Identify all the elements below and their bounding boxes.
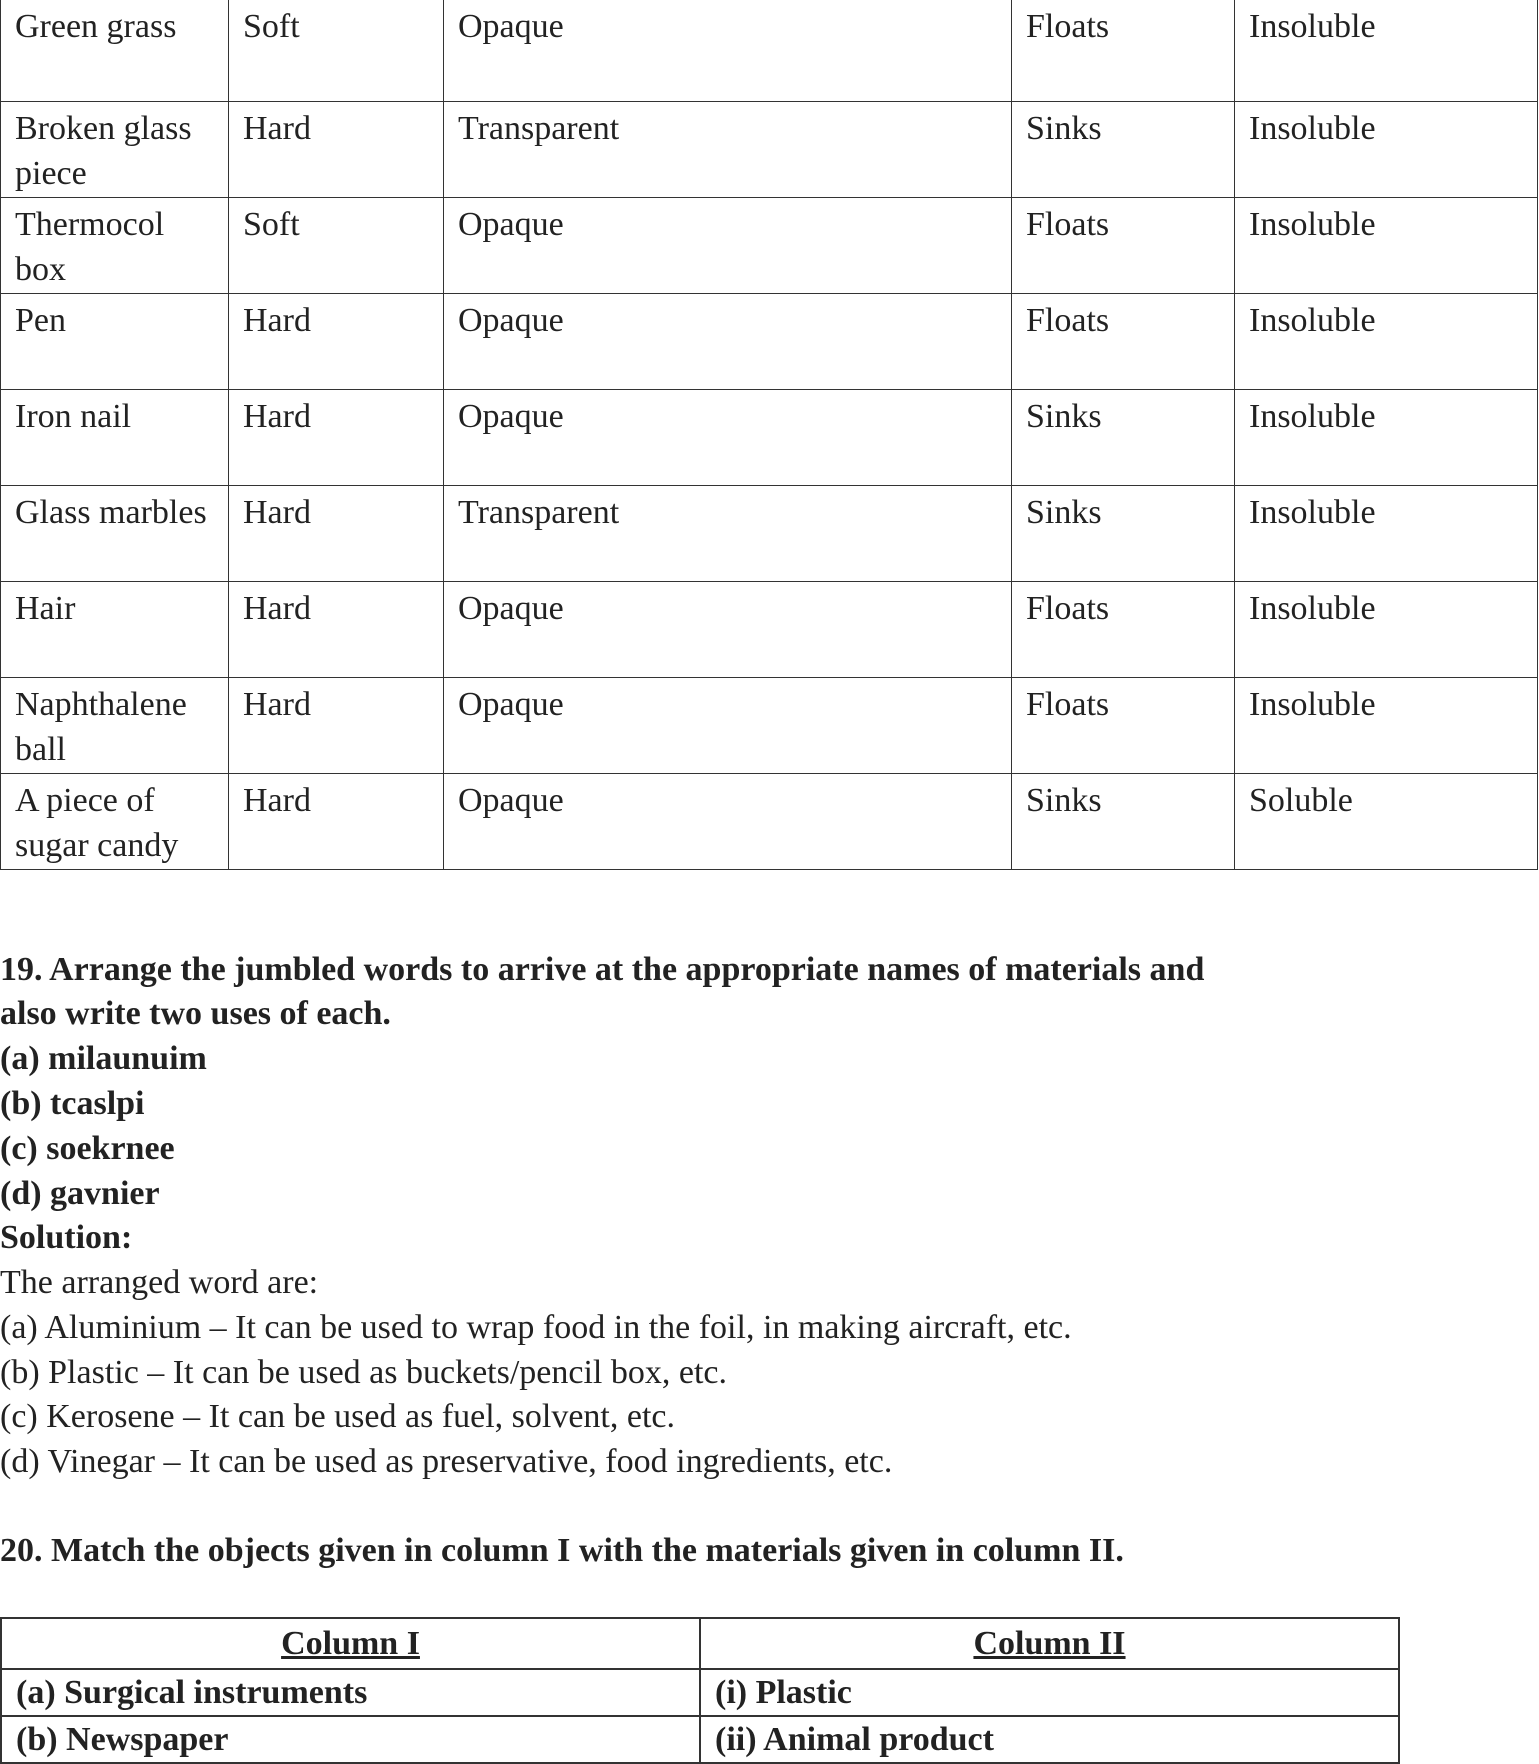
table-cell: Sinks (1012, 101, 1235, 197)
table-cell: Floats (1012, 677, 1235, 773)
table-cell: (a) Surgical instruments (1, 1669, 700, 1716)
table-cell: Soft (229, 197, 444, 293)
table-cell: A piece of sugar candy (1, 773, 229, 869)
answer-d: (d) Vinegar – It can be used as preservative, food ingredients, etc. (0, 1443, 893, 1480)
table-cell: Insoluble (1235, 581, 1538, 677)
table-row (1, 1669, 1399, 1716)
table-cell: Naphthalene ball (1, 677, 229, 773)
table-row (1, 197, 1538, 293)
table-cell: Floats (1012, 0, 1235, 101)
table-cell: Transparent (444, 101, 1012, 197)
table-cell: Hard (229, 485, 444, 581)
table-cell: Opaque (444, 0, 1012, 101)
properties-table (0, 0, 1538, 870)
table-cell: Sinks (1012, 773, 1235, 869)
q19-option-c: (c) soekrnee (0, 1130, 175, 1167)
q19-question-cont: also write two uses of each. (0, 995, 391, 1032)
table-row (1, 0, 1538, 101)
table-row (1, 293, 1538, 389)
table-cell: Floats (1012, 197, 1235, 293)
table-cell: Insoluble (1235, 197, 1538, 293)
table-cell: Iron nail (1, 389, 229, 485)
solution-intro: The arranged word are: (0, 1264, 319, 1301)
solution-label: Solution: (0, 1219, 133, 1256)
match-table (0, 1617, 1400, 1764)
table-row (1, 1716, 1399, 1763)
table-cell: Hard (229, 581, 444, 677)
answer-b: (b) Plastic – It can be used as buckets/pencil box, etc. (0, 1354, 727, 1391)
table-cell: Green grass (1, 0, 229, 101)
table-cell: Pen (1, 293, 229, 389)
table-row (1, 485, 1538, 581)
table-cell: Soft (229, 0, 444, 101)
q19-option-a: (a) milaunuim (0, 1040, 207, 1077)
table-cell: Sinks (1012, 389, 1235, 485)
table-cell: Hard (229, 101, 444, 197)
table-cell: Opaque (444, 581, 1012, 677)
table-cell: Hard (229, 677, 444, 773)
table-cell: Sinks (1012, 485, 1235, 581)
column-header: Column I (1, 1618, 700, 1669)
table-cell: Hard (229, 389, 444, 485)
table-cell: Thermocol box (1, 197, 229, 293)
table-cell: Insoluble (1235, 0, 1538, 101)
table-cell: Glass marbles (1, 485, 229, 581)
table-cell: Insoluble (1235, 677, 1538, 773)
table-row (1, 101, 1538, 197)
table-cell: Insoluble (1235, 485, 1538, 581)
table-cell: Transparent (444, 485, 1012, 581)
table-cell: Opaque (444, 677, 1012, 773)
table-row (1, 389, 1538, 485)
answer-a: (a) Aluminium – It can be used to wrap food in the foil, in making aircraft, etc. (0, 1309, 1072, 1346)
table-row (1, 773, 1538, 869)
table-cell: Opaque (444, 773, 1012, 869)
table-cell: Hard (229, 773, 444, 869)
table-row (1, 677, 1538, 773)
table-cell: Floats (1012, 581, 1235, 677)
table-cell: Hard (229, 293, 444, 389)
table-cell: Insoluble (1235, 389, 1538, 485)
table-cell: (ii) Animal product (700, 1716, 1399, 1763)
table-cell: (b) Newspaper (1, 1716, 700, 1763)
q19-option-d: (d) gavnier (0, 1175, 160, 1212)
table-cell: (i) Plastic (700, 1669, 1399, 1716)
column-header: Column II (700, 1618, 1399, 1669)
table-row (1, 581, 1538, 677)
table-cell: Broken glass piece (1, 101, 229, 197)
table-cell: Insoluble (1235, 101, 1538, 197)
q20-question: 20. Match the objects given in column I with the materials given in column II. (0, 1532, 1124, 1569)
table-cell: Soluble (1235, 773, 1538, 869)
table-cell: Hair (1, 581, 229, 677)
answer-c: (c) Kerosene – It can be used as fuel, solvent, etc. (0, 1398, 676, 1435)
table-cell: Floats (1012, 293, 1235, 389)
q19-question: 19. Arrange the jumbled words to arrive at the appropriate names of materials and (0, 951, 1205, 988)
q19-option-b: (b) tcaslpi (0, 1085, 145, 1122)
table-cell: Insoluble (1235, 293, 1538, 389)
table-cell: Opaque (444, 293, 1012, 389)
table-cell: Opaque (444, 197, 1012, 293)
table-cell: Opaque (444, 389, 1012, 485)
